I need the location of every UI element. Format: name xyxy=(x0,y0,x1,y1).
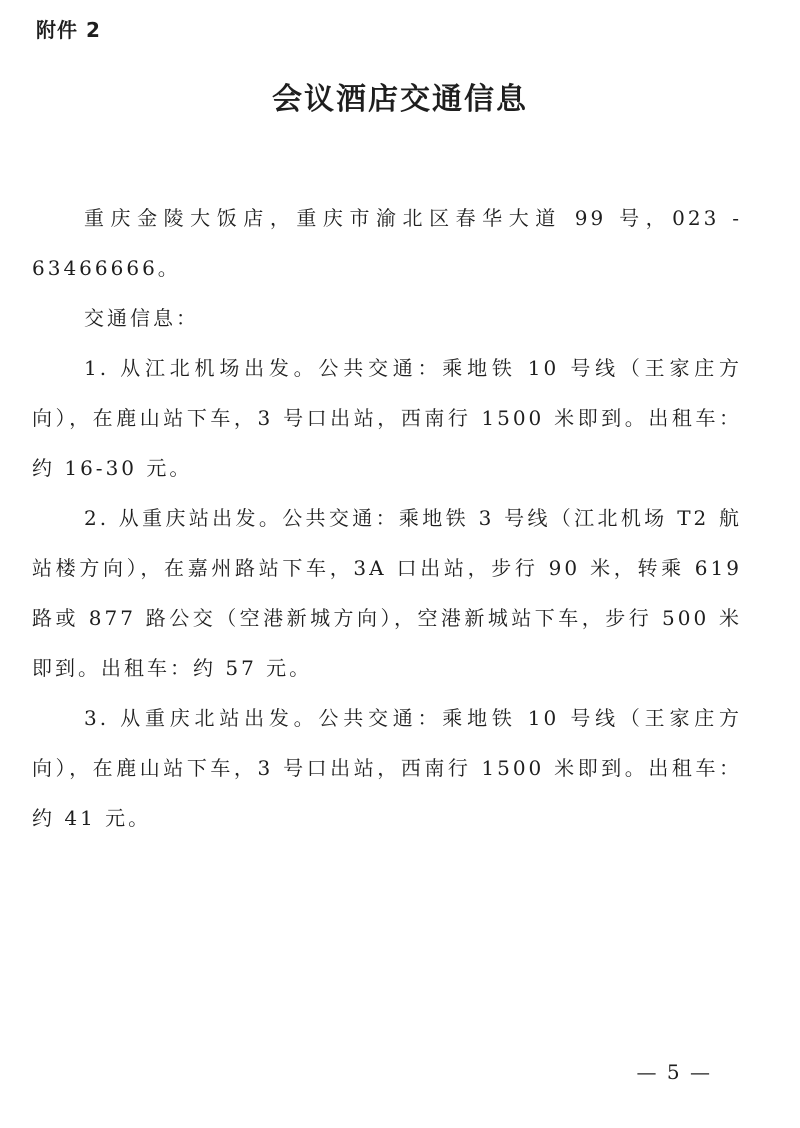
route-chongqing-station: 2. 从重庆站出发。公共交通：乘地铁 3 号线（江北机场 T2 航站楼方向），在嘉州路站下车，3A 口出站，步行 90 米，转乘 619 路或 877 路公交（空港新城方向），空港新城站下车，步行 500 米即到。出租车：约 57 元。 xyxy=(32,506,742,680)
page-title: 会议酒店交通信息 xyxy=(272,82,528,117)
route-airport: 1. 从江北机场出发。公共交通：乘地铁 10 号线（王家庄方向），在鹿山站下车，3 号口出站，西南行 1500 米即到。出租车：约 16-30 元。 xyxy=(32,356,742,480)
hotel-info: 重庆金陵大饭店，重庆市渝北区春华大道 99 号，023 - 63466666。 xyxy=(32,206,742,280)
transport-heading: 交通信息： xyxy=(84,306,199,330)
document-body xyxy=(32,193,742,843)
route-chongqing-north-station: 3. 从重庆北站出发。公共交通：乘地铁 10 号线（王家庄方向），在鹿山站下车，3 号口出站，西南行 1500 米即到。出租车：约 41 元。 xyxy=(32,706,742,830)
page-number: — 5 — xyxy=(636,1060,712,1084)
attachment-label: 附件 2 xyxy=(36,18,101,42)
